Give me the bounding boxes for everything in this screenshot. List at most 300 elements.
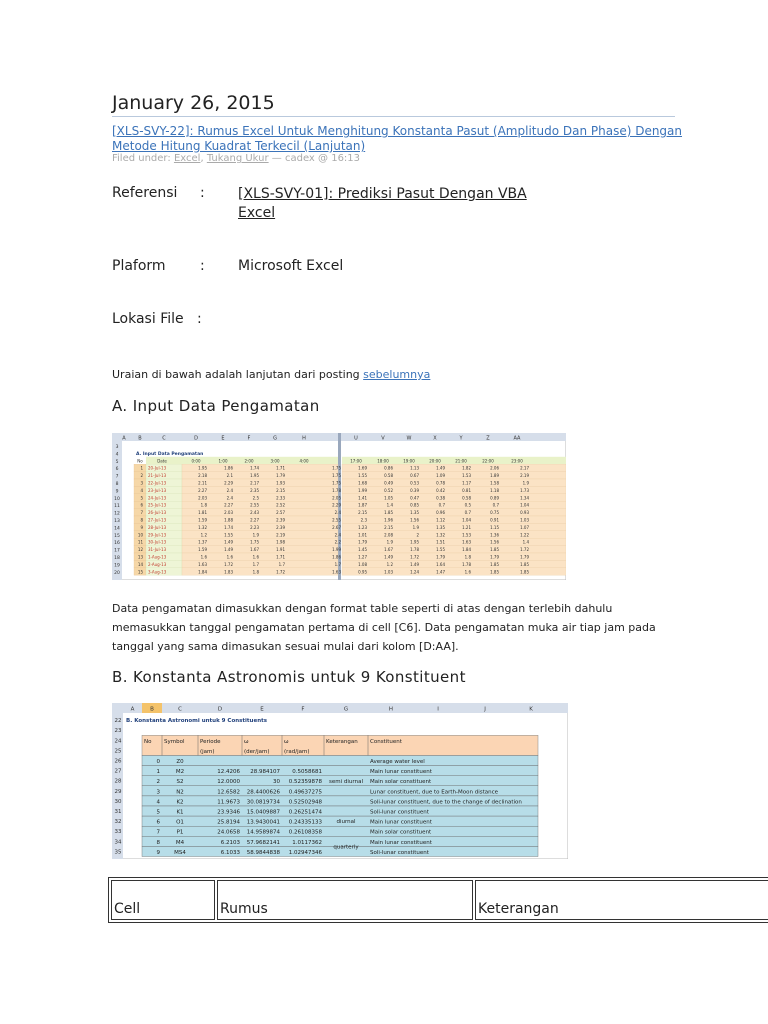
data-row-bg	[142, 766, 538, 776]
row-number: 28	[114, 778, 122, 785]
value-cell: 1.55	[224, 532, 233, 538]
no-cell: 13	[137, 554, 143, 560]
value-cell: 1.91	[276, 547, 285, 553]
row-number: 30	[114, 798, 122, 805]
no-cell: 2	[156, 779, 160, 786]
post-date: January 26, 2015	[112, 92, 275, 114]
omega-rad-cell: 0.52359878	[288, 779, 322, 786]
value-cell: 1.72	[520, 547, 529, 553]
value-cell: 1.09	[436, 473, 445, 479]
column-letter: W	[406, 435, 412, 442]
column-letter: U	[354, 435, 358, 442]
column-letter: D	[194, 435, 198, 442]
column-letter: V	[381, 435, 385, 442]
values-bg-right	[342, 509, 566, 516]
periode-cell: 23.9346	[217, 809, 240, 816]
row-number: 33	[114, 829, 122, 836]
value-cell: 2.29	[332, 502, 341, 508]
value-cell: 0.7	[438, 502, 445, 508]
value-cell: 0.7	[464, 510, 471, 516]
no-cell: 9	[140, 524, 143, 530]
section-b-heading: B. Konstanta Astronomis untuk 9 Konstituent	[112, 668, 466, 686]
header-cell: ω	[284, 738, 289, 745]
symbol-cell: MS4	[174, 849, 186, 856]
value-cell: 0.93	[520, 510, 529, 516]
date-cell: 24-Jul-13	[148, 495, 167, 501]
value-cell: 2.05	[332, 495, 341, 501]
row-number: 20	[114, 570, 120, 576]
header-cell: 20:00	[429, 458, 441, 464]
value-cell: 1.15	[490, 524, 499, 530]
value-cell: 2.4	[334, 510, 341, 516]
input-data-spreadsheet-image	[112, 433, 566, 580]
value-cell: 1.6	[464, 569, 471, 575]
category-link-excel[interactable]: Excel	[173, 153, 201, 164]
value-cell: 1.18	[490, 487, 499, 493]
value-cell: 1.9	[522, 480, 529, 486]
no-cell: 2	[140, 473, 143, 479]
no-cell: 8	[156, 839, 160, 846]
no-cell: 4	[156, 799, 160, 806]
value-cell: 0.78	[436, 480, 445, 486]
constituent-cell: Main solar constituent	[370, 829, 432, 836]
periode-cell: 25.8194	[217, 819, 240, 826]
value-cell: 1.63	[198, 561, 207, 567]
constituent-cell: Main lunar constituent	[370, 819, 432, 826]
value-cell: 1.82	[462, 465, 471, 471]
no-cell: 4	[140, 487, 143, 493]
value-cell: 2.67	[332, 524, 341, 530]
omega-deg-cell: 30.0819734	[246, 799, 280, 806]
value-cell: 1.03	[384, 569, 393, 575]
value-cell: 1.59	[198, 517, 207, 523]
no-cell: 5	[156, 809, 160, 816]
no-cell: 6	[140, 502, 143, 508]
header-cell: 4:00	[299, 458, 309, 464]
value-cell: 1.96	[384, 517, 393, 523]
table-header-label: Rumus	[220, 901, 268, 917]
value-cell: 1.17	[462, 480, 471, 486]
value-cell: 2.3	[360, 517, 367, 523]
column-letter: C	[178, 706, 182, 713]
symbol-cell: S2	[176, 779, 184, 786]
header-cell: Keterangan	[326, 738, 358, 745]
value-cell: 2	[416, 532, 419, 538]
value-cell: 1.95	[198, 465, 207, 471]
row-number: 32	[114, 819, 122, 826]
values-bg-right	[342, 479, 566, 486]
date-cell: 20-Jul-13	[148, 465, 167, 471]
value-cell: 0.95	[358, 569, 367, 575]
row-number: 9	[115, 489, 119, 495]
no-cell: 6	[156, 819, 160, 826]
group-label: semi diurnal	[329, 778, 363, 785]
value-cell: 1.69	[358, 465, 367, 471]
column-letter: X	[433, 435, 437, 442]
group-label: diurnal	[336, 819, 356, 826]
table-header-keterangan	[475, 880, 768, 920]
no-cell: 7	[140, 510, 143, 516]
periode-cell: 12.6582	[217, 789, 240, 796]
row-number: 27	[114, 768, 122, 775]
value-cell: 1.71	[276, 554, 285, 560]
header-cell: No	[137, 458, 143, 464]
value-cell: 2.4	[226, 487, 233, 493]
referensi-link[interactable]: [XLS-SVY-01]: Prediksi Pasut Dengan VBA Excel	[238, 186, 527, 221]
no-cell: 3	[140, 480, 143, 486]
section-a-heading: A. Input Data Pengamatan	[112, 397, 320, 415]
row-number: 4	[115, 452, 119, 458]
value-cell: 1.34	[520, 495, 529, 501]
value-cell: 2.57	[276, 510, 285, 516]
value-cell: 1.75	[332, 465, 341, 471]
symbol-cell: K2	[176, 799, 184, 806]
omega-deg-cell: 28.4400626	[246, 789, 280, 796]
values-bg-right	[342, 523, 566, 530]
symbol-cell: K1	[176, 809, 184, 816]
value-cell: 2.52	[276, 502, 285, 508]
value-cell: 1.4	[522, 539, 529, 545]
constituent-cell: Soli-lunar constituent	[370, 849, 429, 856]
value-cell: 1.73	[520, 487, 529, 493]
value-cell: 0.39	[410, 487, 419, 493]
astronomic-constants-spreadsheet-image	[112, 703, 568, 859]
value-cell: 1.87	[358, 502, 367, 508]
values-bg-right	[342, 472, 566, 479]
values-bg-right	[342, 531, 566, 538]
value-cell: 1.08	[358, 561, 367, 567]
value-cell: 2.15	[358, 510, 367, 516]
column-letter: A	[122, 435, 126, 442]
row-number: 34	[114, 839, 122, 846]
constituent-cell: Lunar constituent, due to Earth-Moon distance	[370, 789, 499, 796]
row-number: 10	[114, 496, 120, 502]
value-cell: 0.58	[462, 495, 471, 501]
value-cell: 2.19	[276, 532, 285, 538]
values-bg-right	[342, 553, 566, 560]
value-cell: 1.07	[520, 524, 529, 530]
value-cell: 2.27	[224, 502, 233, 508]
value-cell: 0.42	[436, 487, 445, 493]
value-cell: 1.7	[278, 561, 285, 567]
value-cell: 1.83	[224, 569, 233, 575]
value-cell: 0.58	[384, 473, 393, 479]
header-cell: 21:00	[455, 458, 467, 464]
row-number: 22	[114, 718, 122, 725]
column-letter: G	[343, 706, 349, 713]
row-number: 19	[114, 563, 120, 569]
row-number: 29	[114, 788, 122, 795]
plaform-label: Plaform	[112, 258, 166, 274]
value-cell: 2.1	[226, 473, 233, 479]
plaform-value: Microsoft Excel	[238, 258, 344, 274]
value-cell: 2.39	[276, 517, 285, 523]
value-cell: 1.37	[198, 539, 207, 545]
value-cell: 0.47	[410, 495, 419, 501]
filed-prefix: Filed under:	[112, 153, 171, 164]
data-row-bg	[142, 756, 538, 766]
value-cell: 1.05	[384, 495, 393, 501]
header-cell: 2:00	[244, 458, 254, 464]
value-cell: 1.03	[520, 517, 529, 523]
value-cell: 2.23	[250, 524, 259, 530]
row-number: 11	[114, 504, 120, 510]
value-cell: 1.67	[384, 547, 393, 553]
column-letter: J	[484, 706, 486, 713]
value-cell: 1.7	[334, 561, 341, 567]
value-cell: 1.04	[520, 502, 529, 508]
intro-paragraph	[112, 368, 430, 381]
date-cell: 1-Aug-13	[148, 554, 167, 560]
value-cell: 1.6	[226, 554, 233, 560]
constituent-cell: Main solar constituent	[370, 779, 432, 786]
values-bg-right	[342, 501, 566, 508]
value-cell: 2.33	[276, 495, 285, 501]
values-bg-right	[342, 494, 566, 501]
column-letter: D	[217, 706, 223, 713]
value-cell: 1.86	[332, 554, 341, 560]
table-header-label: Cell	[114, 901, 141, 917]
value-cell: 2.15	[276, 487, 285, 493]
value-cell: 1.99	[358, 487, 367, 493]
category-separator: ,	[200, 153, 204, 164]
value-cell: 0.49	[384, 480, 393, 486]
no-cell: 8	[140, 517, 143, 523]
no-cell: 14	[137, 561, 143, 567]
value-cell: 1.98	[276, 539, 285, 545]
row-number: 3	[115, 445, 119, 450]
no-cell: 15	[137, 569, 143, 575]
value-cell: 1.95	[410, 539, 419, 545]
data-row-bg	[142, 806, 538, 816]
header-cell: 17:00	[350, 458, 362, 464]
periode-cell: 6.1033	[220, 849, 240, 856]
value-cell: 0.85	[410, 502, 419, 508]
value-cell: 2.27	[250, 517, 259, 523]
value-cell: 1.74	[250, 465, 259, 471]
value-cell: 1.53	[462, 473, 471, 479]
column-letter: F	[301, 706, 305, 713]
value-cell: 1.67	[250, 547, 259, 553]
periode-cell: 12.4206	[217, 769, 240, 776]
row-number: 5	[115, 459, 119, 465]
value-cell: 1.71	[276, 465, 285, 471]
value-cell: 1.32	[198, 524, 207, 530]
omega-deg-cell: 28.984107	[250, 769, 280, 776]
row-number: 8	[115, 482, 119, 487]
header-cell: 19:00	[403, 458, 415, 464]
header-cell: Constituent	[370, 738, 402, 745]
value-cell: 1.78	[462, 561, 471, 567]
value-cell: 1.49	[224, 547, 233, 553]
header-cell: (rad/jam)	[284, 748, 310, 755]
table-header-label: Keterangan	[478, 901, 559, 917]
value-cell: 1.32	[436, 532, 445, 538]
value-cell: 1.95	[250, 473, 259, 479]
value-cell: 1.8	[464, 554, 471, 560]
row-number: 6	[115, 467, 119, 473]
omega-deg-cell: 30	[273, 779, 280, 786]
header-cell: 1:00	[218, 458, 228, 464]
value-cell: 0.5	[464, 502, 471, 508]
date-cell: 25-Jul-13	[148, 502, 167, 508]
row-number: 18	[114, 556, 120, 561]
symbol-cell: P1	[176, 829, 184, 836]
value-cell: 1.72	[410, 554, 419, 560]
constituent-cell: Main lunar constituent	[370, 839, 432, 846]
value-cell: 2.35	[250, 487, 259, 493]
value-cell: 1.27	[358, 554, 367, 560]
date-cell: 26-Jul-13	[148, 510, 167, 516]
value-cell: 1.72	[276, 569, 285, 575]
header-cell: Date	[157, 458, 167, 464]
value-cell: 1.51	[436, 539, 445, 545]
value-cell: 1.75	[250, 539, 259, 545]
omega-rad-cell: 0.26108358	[288, 829, 322, 836]
value-cell: 1.89	[490, 473, 499, 479]
value-cell: 2.43	[250, 510, 259, 516]
row-number: 14	[114, 526, 120, 532]
value-cell: 1.04	[462, 517, 471, 523]
column-letter: I	[437, 706, 439, 713]
value-cell: 1.24	[410, 569, 419, 575]
header-row-left	[146, 457, 338, 464]
value-cell: 1.84	[462, 547, 471, 553]
omega-rad-cell: 1.02947346	[288, 849, 322, 856]
value-cell: 1.79	[436, 554, 445, 560]
date-cell: 29-Jul-13	[148, 532, 167, 538]
no-cell: 10	[137, 532, 143, 538]
constituent-cell: Average water level	[370, 759, 425, 765]
value-cell: 1.9	[412, 524, 419, 530]
value-cell: 1.86	[224, 465, 233, 471]
date-cell: 31-Jul-13	[148, 547, 167, 553]
header-row-right	[342, 457, 566, 464]
value-cell: 1.85	[490, 569, 499, 575]
value-cell: 1.35	[436, 524, 445, 530]
value-cell: 1.55	[358, 473, 367, 479]
value-cell: 2.17	[250, 480, 259, 486]
intro-link[interactable]: sebelumnya	[363, 368, 431, 381]
value-cell: 2.55	[250, 502, 259, 508]
row-number: 35	[114, 849, 122, 856]
value-cell: 1.8	[252, 569, 259, 575]
row-number: 25	[114, 748, 122, 755]
value-cell: 1.35	[410, 510, 419, 516]
value-cell: 1.79	[276, 473, 285, 479]
value-cell: 1.36	[490, 532, 499, 538]
value-cell: 1.56	[410, 517, 419, 523]
header-cell: 3:00	[270, 458, 280, 464]
values-bg-right	[342, 560, 566, 567]
value-cell: 2.11	[198, 480, 207, 486]
date-cell: 30-Jul-13	[148, 539, 167, 545]
no-cell: 0	[156, 759, 160, 765]
value-cell: 1.53	[462, 532, 471, 538]
column-letter: H	[388, 706, 394, 713]
value-cell: 2.08	[384, 532, 393, 538]
column-letter: Z	[486, 435, 490, 442]
periode-cell: 6.2103	[220, 839, 240, 846]
value-cell: 1.58	[490, 480, 499, 486]
values-bg-right	[342, 546, 566, 553]
constituent-cell: Soli-lunar constituent, due to the change of declination	[370, 799, 522, 806]
value-cell: 0.75	[490, 510, 499, 516]
value-cell: 0.38	[436, 495, 445, 501]
row-number: 15	[114, 533, 120, 539]
column-letter: C	[162, 435, 166, 442]
value-cell: 1.47	[436, 569, 445, 575]
value-cell: 1.84	[198, 569, 207, 575]
value-cell: 1.41	[358, 495, 367, 501]
value-cell: 1.93	[276, 480, 285, 486]
value-cell: 1.45	[358, 547, 367, 553]
value-cell: 1.85	[520, 561, 529, 567]
value-cell: 1.78	[332, 487, 341, 493]
lokasi-colon: :	[197, 311, 202, 327]
value-cell: 1.85	[384, 510, 393, 516]
header-cell: 23:00	[511, 458, 523, 464]
group-label: quarterly	[333, 844, 359, 851]
no-cell: 11	[137, 539, 143, 545]
category-link-tukang-ukur[interactable]: Tukang Ukur	[206, 153, 269, 164]
value-cell: 2.19	[520, 473, 529, 479]
value-cell: 1.85	[520, 569, 529, 575]
sheet-title: B. Konstanta Astronomi untuk 9 Constituents	[126, 718, 268, 725]
value-cell: 1.64	[436, 561, 445, 567]
value-cell: 0.7	[492, 502, 499, 508]
value-cell: 1.85	[490, 561, 499, 567]
omega-rad-cell: 0.52502948	[288, 799, 322, 806]
value-cell: 1.75	[332, 473, 341, 479]
value-cell: 1.49	[224, 539, 233, 545]
referensi-colon: :	[200, 185, 205, 201]
post-title-link[interactable]: [XLS-SVY-22]: Rumus Excel Untuk Menghitung Konstanta Pasut (Amplitudo Dan Phase) Dengan Metode Hitung Kuadrat Terkecil (Lanjutan)	[112, 124, 683, 153]
value-cell: 2.03	[224, 510, 233, 516]
column-letter: A	[130, 706, 135, 713]
date-cell: 27-Jul-13	[148, 517, 167, 523]
value-cell: 0.67	[410, 473, 419, 479]
value-cell: 1.68	[358, 480, 367, 486]
value-cell: 1.75	[332, 480, 341, 486]
periode-cell: 11.9673	[217, 799, 240, 806]
date-cell: 28-Jul-13	[148, 524, 167, 530]
omega-deg-cell: 15.0409887	[246, 809, 280, 816]
date-cell: 2-Aug-13	[148, 561, 167, 567]
header-cell: ω	[244, 738, 249, 745]
value-cell: 1.6	[252, 554, 259, 560]
section-a-paragraph: Data pengamatan dimasukkan dengan format table seperti di atas dengan terlebih dahulu memasukkan tanggal pengamatan pertama di cell [C6]. Data pengamatan muka air tiap jam pada tanggal yang sama dimasukan sesuai mulai dari kolom [D:AA].	[112, 602, 656, 653]
value-cell: 0.96	[436, 510, 445, 516]
column-letter: E	[221, 435, 225, 442]
date-cell: 22-Jul-13	[148, 480, 167, 486]
value-cell: 1.78	[410, 547, 419, 553]
header-cell: 22:00	[482, 458, 494, 464]
value-cell: 0.91	[490, 517, 499, 523]
value-cell: 2.27	[198, 487, 207, 493]
row-number: 26	[114, 758, 122, 765]
value-cell: 1.9	[252, 532, 259, 538]
value-cell: 1.49	[410, 561, 419, 567]
constituent-cell: Soli-lunar constituent	[370, 809, 429, 816]
symbol-cell: M2	[175, 769, 185, 776]
value-cell: 0.53	[410, 480, 419, 486]
row-number: 13	[114, 519, 120, 524]
value-cell: 1.7	[252, 561, 259, 567]
header-cell: Periode	[200, 738, 221, 745]
value-cell: 1.49	[384, 554, 393, 560]
symbol-cell: O1	[176, 819, 184, 826]
